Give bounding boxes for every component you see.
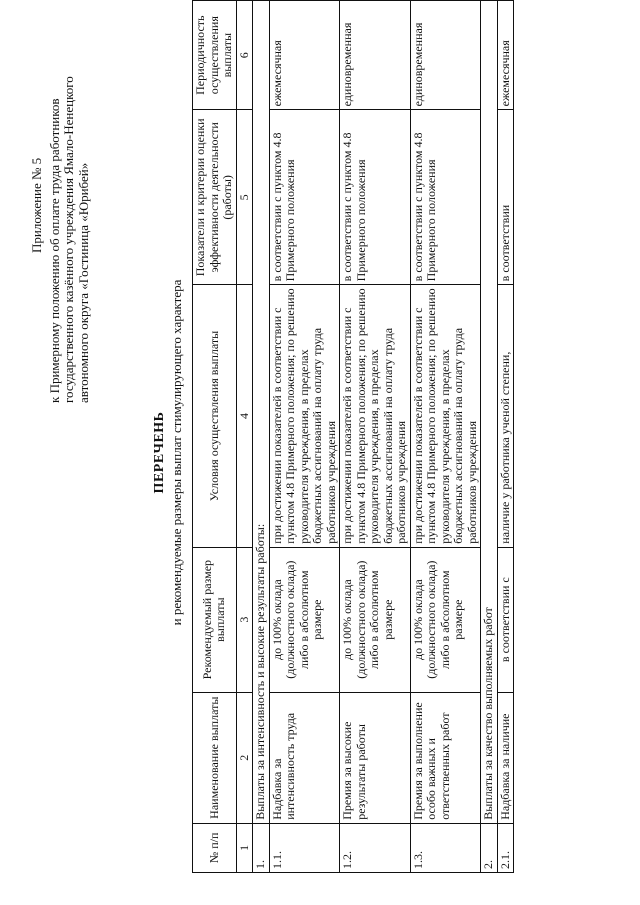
document-title: ПЕРЕЧЕНЬ: [152, 411, 167, 494]
row-conditions: наличие у работника ученой степени,: [497, 285, 514, 547]
appendix-reference: к Примерному положению об оплате труда работников государственного казённого учреждения Ямало-Ненецкого автономного округа «Гостиница «Юрибей»: [46, 76, 91, 403]
section-num: 2.: [481, 823, 498, 872]
row-criteria: в соответствии с пунктом 4.8 Примерного положения: [269, 110, 340, 285]
header-name: Наименование выплаты: [193, 692, 237, 823]
column-number: 4: [236, 285, 253, 547]
header-conditions: Условия осуществления выплаты: [193, 285, 237, 547]
column-number: 6: [236, 1, 253, 110]
appendix-number: Приложение № 5: [29, 157, 44, 253]
header-criteria: Показатели и критерии оценки эффективности деятельности (работы): [193, 110, 237, 285]
payments-table: [192, 0, 514, 873]
table-header-row: [193, 1, 237, 873]
row-period: ежемесячная: [269, 1, 340, 110]
column-number: 3: [236, 547, 253, 692]
row-name: Надбавка за интенсивность труда: [269, 692, 340, 823]
row-period: ежемесячная: [497, 1, 514, 110]
row-size: до 100% оклада (должностного оклада) либо в абсолютном размере: [269, 547, 340, 692]
section-label: Выплаты за качество выполняемых работ: [481, 1, 498, 824]
document-subtitle: и рекомендуемые размеры выплат стимулирующего характера: [169, 279, 184, 626]
row-period: единовременная: [340, 1, 411, 110]
table-row: [340, 1, 411, 873]
section-label: Выплаты за интенсивность и высокие результаты работы:: [253, 1, 270, 824]
row-num: 1.1.: [269, 823, 340, 872]
column-number: 5: [236, 110, 253, 285]
row-criteria: в соответствии: [497, 110, 514, 285]
table-row: [269, 1, 340, 873]
header-num: № п/п: [193, 823, 237, 872]
row-num: 1.2.: [340, 823, 411, 872]
row-num: 1.3.: [410, 823, 481, 872]
row-criteria: в соответствии с пунктом 4.8 Примерного положения: [410, 110, 481, 285]
appendix-block: [30, 43, 91, 403]
row-period: единовременная: [410, 1, 481, 110]
row-num: 2.1.: [497, 823, 514, 872]
header-size: Рекомендуемый размер выплаты: [193, 547, 237, 692]
row-criteria: в соответствии с пунктом 4.8 Примерного положения: [340, 110, 411, 285]
row-name: Премия за высокие результаты работы: [340, 692, 411, 823]
row-size: в соответствии с: [497, 547, 514, 692]
row-conditions: при достижении показателей в соответствии с пунктом 4.8 Примерного положения; по решению руководителя учреждения, в пределах бюджетных ассигнований на оплату труда работников учреждения: [410, 285, 481, 547]
section-row: [481, 1, 498, 873]
table-row: [497, 1, 514, 873]
column-number: 2: [236, 692, 253, 823]
section-row: [253, 1, 270, 873]
table-row: [410, 1, 481, 873]
row-name: Надбавка за наличие: [497, 692, 514, 823]
row-size: до 100% оклада (должностного оклада) либо в абсолютном размере: [410, 547, 481, 692]
row-conditions: при достижении показателей в соответствии с пунктом 4.8 Примерного положения; по решению руководителя учреждения, в пределах бюджетных ассигнований на оплату труда работников учреждения: [340, 285, 411, 547]
row-conditions: при достижении показателей в соответствии с пунктом 4.8 Примерного положения; по решению руководителя учреждения, в пределах бюджетных ассигнований на оплату труда работников учреждения: [269, 285, 340, 547]
row-name: Премия за выполнение особо важных и ответственных работ: [410, 692, 481, 823]
column-number-row: [236, 1, 253, 873]
column-number: 1: [236, 823, 253, 872]
section-num: 1.: [253, 823, 270, 872]
header-period: Периодичность осуществления выплаты: [193, 1, 237, 110]
row-size: до 100% оклада (должностного оклада) либо в абсолютном размере: [340, 547, 411, 692]
